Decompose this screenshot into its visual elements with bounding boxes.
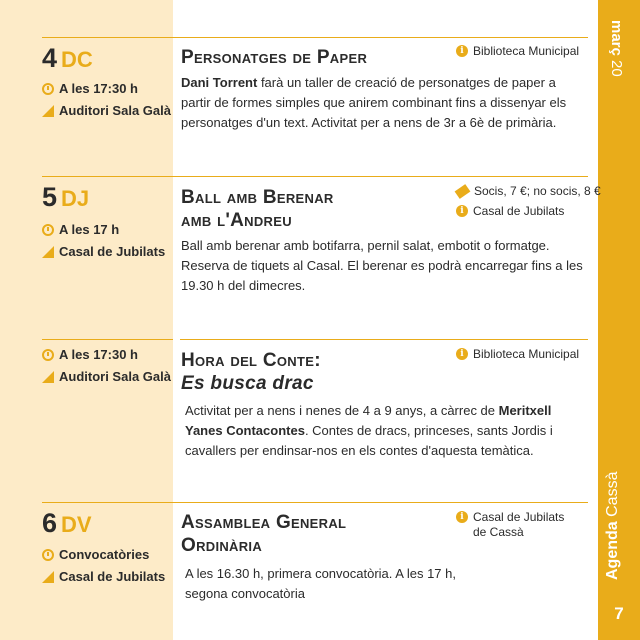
location-arrow-icon (42, 371, 54, 383)
event-description: A les 16.30 h, primera convocatòria. A les 17 h, segona convocatòria (185, 566, 456, 601)
year-label: 20 (608, 60, 625, 77)
clock-icon (42, 83, 54, 95)
event-time: A les 17:30 h (42, 347, 138, 362)
agenda-place: Cassà (604, 471, 621, 517)
event-personatges (42, 37, 588, 172)
sidebar-agenda (600, 410, 638, 580)
event-title: Assamblea General Ordinària (181, 512, 347, 556)
info-icon: i (456, 511, 468, 523)
event-organizer: i Casal de Jubilats (456, 204, 564, 219)
event-title: Personatges de Paper (181, 47, 368, 68)
event-day: 4 DC (42, 43, 93, 73)
sidebar-month (600, 20, 638, 170)
event-assamblea (42, 502, 588, 632)
clock-icon (42, 549, 54, 561)
event-time: A les 17:30 h (42, 81, 138, 96)
event-organizer: i Biblioteca Municipal (456, 44, 579, 59)
event-day: 5 DJ (42, 182, 90, 212)
divider-rule (42, 37, 588, 38)
divider-rule (180, 339, 588, 340)
event-place: Auditori Sala Galà (42, 369, 171, 384)
divider-rule (42, 339, 173, 340)
event-time: Convocatòries (42, 547, 149, 562)
event-title: Hora del Conte: Es busca drac (181, 350, 321, 394)
ticket-icon (455, 184, 471, 199)
event-ball (42, 176, 601, 316)
agenda-label: Agenda (604, 521, 621, 580)
event-description: Ball amb berenar amb botifarra, pernil salat, embotit o formatge. Reserva de tiquets al Casal. El berenar es podrà encarregar fins a les 19.30 h del dimecres. (181, 238, 583, 293)
month-label: març (608, 20, 625, 56)
info-icon: i (456, 348, 468, 360)
divider-rule (42, 502, 588, 503)
event-place: Casal de Jubilats (42, 569, 165, 584)
clock-icon (42, 224, 54, 236)
page-number: 7 (614, 604, 624, 623)
location-arrow-icon (42, 571, 54, 583)
event-price: Socis, 7 €; no socis, 8 € (456, 184, 601, 199)
location-arrow-icon (42, 246, 54, 258)
divider-rule (42, 176, 588, 177)
event-place: Auditori Sala Galà (42, 103, 171, 118)
event-place: Casal de Jubilats (42, 244, 165, 259)
event-organizer: i Casal de Jubilats de Cassà (456, 510, 564, 540)
event-time: A les 17 h (42, 222, 119, 237)
event-hora-conte (42, 339, 588, 489)
event-day: 6 DV (42, 508, 92, 538)
event-title: Ball amb Berenar amb l'Andreu (181, 187, 334, 231)
clock-icon (42, 349, 54, 361)
event-description: Dani Torrent farà un taller de creació de personatges de paper a partir de formes simples que anirem combinant fins a dissenyar els personatges d'un text. Activitat per a nens de 3r a 6è de primària. (181, 75, 567, 130)
event-description: Activitat per a nens i nenes de 4 a 9 anys, a càrrec de Meritxell Yanes Contacontes. Contes de dracs, princeses, sants Jordis i cavallers per endinsar-nos en els contes d'aquesta temàtica. (185, 403, 553, 458)
location-arrow-icon (42, 105, 54, 117)
event-organizer: i Biblioteca Municipal (456, 347, 579, 362)
info-icon: i (456, 205, 468, 217)
info-icon: i (456, 45, 468, 57)
